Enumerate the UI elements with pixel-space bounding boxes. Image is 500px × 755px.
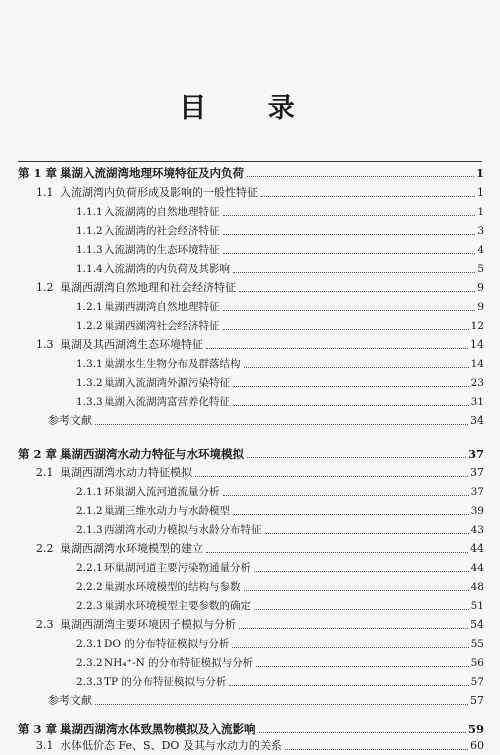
toc-entry-label: 入流湖湾的社会经济特征	[104, 225, 220, 237]
toc-entry-number: 1.2.1	[76, 301, 103, 313]
toc-entry-label: 巢湖水生生物分布及群落结构	[104, 358, 241, 370]
toc-entry-page-number: 44	[470, 562, 484, 574]
dot-leader	[232, 647, 469, 648]
toc-entry-page-number: 55	[470, 638, 484, 650]
toc-entry-number: 2.3.3	[76, 676, 103, 688]
toc-entry-number: 第 3 章	[18, 722, 58, 736]
toc-entry-page-number: 31	[470, 396, 484, 408]
toc-entry-page-number: 14	[470, 338, 484, 351]
toc-entry-label: 巢湖西湖湾社会经济特征	[104, 320, 220, 332]
toc-entry-number: 2.2.3	[76, 600, 103, 612]
toc-entry-number: 1.1.4	[76, 263, 103, 275]
toc-entry-sub[interactable]	[0, 393, 500, 411]
toc-entry-sub[interactable]	[0, 298, 500, 316]
toc-entry-ref[interactable]	[0, 412, 500, 430]
toc-entry-sub[interactable]	[0, 635, 500, 653]
toc-entry-label: 巢湖西湖湾水动力特征与水环境模拟	[60, 447, 244, 461]
toc-entry-label: 巢湖西湖湾自然地理和社会经济特征	[60, 281, 236, 294]
toc-entry-sub[interactable]	[0, 673, 500, 691]
toc-entry-page-number: 39	[470, 505, 484, 517]
dot-leader	[206, 552, 468, 553]
toc-entry-sub[interactable]	[0, 483, 500, 501]
toc-entry-chapter[interactable]	[0, 164, 500, 182]
toc-entry-label: 巢湖水环境模型的结构与参数	[104, 581, 241, 593]
toc-entry-sub[interactable]	[0, 654, 500, 672]
toc-entry-number: 2.2	[36, 542, 54, 555]
toc-entry-label: 巢湖西湖湾自然地理特征	[104, 301, 220, 313]
dot-leader	[261, 196, 475, 197]
toc-entry-sub[interactable]	[0, 222, 500, 240]
toc-entry-label: 参考文献	[48, 694, 92, 707]
toc-entry-chapter[interactable]	[0, 445, 500, 463]
dot-leader	[244, 590, 469, 591]
toc-entry-page-number: 37	[467, 447, 484, 461]
toc-entry-section[interactable]	[0, 540, 500, 558]
toc-entry-page-number: 56	[470, 657, 484, 669]
toc-entry-number: 1.1	[36, 186, 54, 199]
toc-entry-label: 入流湖湾的自然地理特征	[104, 206, 220, 218]
toc-entry-page-number: 5	[477, 263, 484, 275]
dot-leader	[223, 329, 469, 330]
toc-entry-sub[interactable]	[0, 559, 500, 577]
toc-entry-label: 巢湖西湖湾水动力特征模拟	[60, 466, 192, 479]
toc-entry-sub[interactable]	[0, 203, 500, 221]
dot-leader	[233, 386, 469, 387]
toc-entry-section[interactable]	[0, 616, 500, 634]
toc-entry-label: 入流湖湾的生态环境特征	[104, 244, 220, 256]
toc-entry-number: 2.1.2	[76, 505, 103, 517]
toc-entry-number: 第 2 章	[18, 447, 58, 461]
toc-entry-section[interactable]	[0, 279, 500, 297]
dot-leader	[247, 176, 474, 177]
toc-entry-number: 1.3.3	[76, 396, 103, 408]
toc-entry-label: 巢湖三维水动力与水龄模型	[104, 505, 230, 517]
toc-entry-label: 巢湖入流湖湾外源污染特征	[104, 377, 230, 389]
toc-entry-section[interactable]	[0, 737, 500, 755]
toc-entry-number: 2.3.2	[76, 657, 103, 669]
dot-leader	[223, 215, 475, 216]
toc-entry-label: 巢湖及其西湖湾生态环境特征	[60, 338, 203, 351]
toc-entry-sub[interactable]	[0, 374, 500, 392]
toc-entry-number: 2.2.2	[76, 581, 103, 593]
dot-leader	[195, 476, 468, 477]
toc-entry-label: NH₄⁺-N 的分布特征模拟与分析	[104, 657, 254, 669]
toc-entry-number: 2.1	[36, 466, 54, 479]
dot-leader	[239, 291, 475, 292]
toc-entry-page-number: 9	[477, 301, 484, 313]
dot-leader	[259, 732, 466, 733]
toc-entry-page-number: 12	[470, 320, 484, 332]
toc-entry-page-number: 23	[470, 377, 484, 389]
toc-entry-ref[interactable]	[0, 692, 500, 710]
toc-entry-page-number: 37	[470, 486, 484, 498]
toc-entry-label: 巢湖入流湖湾地理环境特征及内负荷	[60, 166, 244, 180]
toc-entry-number: 2.3	[36, 618, 54, 631]
toc-entry-number: 1.1.1	[76, 206, 103, 218]
toc-entry-number: 1.3.1	[76, 358, 103, 370]
toc-entry-label: 环巢湖河道主要污染物通量分析	[104, 562, 251, 574]
toc-entry-page-number: 59	[467, 722, 484, 736]
toc-entry-page-number: 4	[477, 244, 484, 256]
dot-leader	[233, 405, 469, 406]
toc-entry-section[interactable]	[0, 336, 500, 354]
toc-entry-sub[interactable]	[0, 241, 500, 259]
toc-entry-number: 1.2	[36, 281, 54, 294]
toc-entry-page-number: 9	[477, 281, 484, 294]
toc-entry-number: 1.1.3	[76, 244, 103, 256]
toc-entry-page-number: 1	[477, 206, 484, 218]
toc-entry-number: 第 1 章	[18, 166, 58, 180]
toc-entry-number: 1.1.2	[76, 225, 103, 237]
toc-entry-sub[interactable]	[0, 317, 500, 335]
toc-entry-page-number: 1	[477, 186, 484, 199]
toc-entry-label: 西湖湾水动力模拟与水龄分布特征	[104, 524, 262, 536]
toc-entry-sub[interactable]	[0, 578, 500, 596]
dot-leader	[265, 533, 469, 534]
dot-leader	[95, 704, 468, 705]
dot-leader	[223, 495, 469, 496]
toc-entry-number: 2.1.1	[76, 486, 103, 498]
toc-entry-page-number: 43	[470, 524, 484, 536]
toc-entry-label: 巢湖西湖湾水环境模型的建立	[60, 542, 203, 555]
toc-entry-page-number: 3	[477, 225, 484, 237]
dot-leader	[233, 514, 469, 515]
toc-entry-label: 入流湖湾的内负荷及其影响	[104, 263, 230, 275]
toc-entry-number: 2.3.1	[76, 638, 103, 650]
toc-entry-number: 3.1	[36, 739, 54, 752]
toc-entry-page-number: 37	[470, 466, 484, 479]
toc-entry-sub[interactable]	[0, 521, 500, 539]
toc-entry-chapter[interactable]	[0, 720, 500, 738]
toc-entry-section[interactable]	[0, 464, 500, 482]
toc-entry-number: 1.3	[36, 338, 54, 351]
toc-entry-label: 参考文献	[48, 414, 92, 427]
toc-entry-page-number: 1	[475, 166, 484, 180]
toc-entry-label: 环巢湖入流河道流量分析	[104, 486, 220, 498]
dot-leader	[256, 666, 469, 667]
toc-entry-label: TP 的分布特征模拟与分析	[104, 676, 227, 688]
toc-entry-number: 2.1.3	[76, 524, 103, 536]
toc-entry-label: DO 的分布特征模拟与分析	[104, 638, 230, 650]
toc-entry-sub[interactable]	[0, 355, 500, 373]
dot-leader	[233, 272, 475, 273]
dot-leader	[229, 685, 469, 686]
page-title: 目 录	[179, 93, 321, 124]
dot-leader	[254, 609, 469, 610]
toc-entry-page-number: 57	[470, 694, 484, 707]
toc-entry-label: 入流湖湾内负荷形成及影响的一般性特征	[60, 186, 258, 199]
toc-entry-number: 2.2.1	[76, 562, 103, 574]
toc-entry-label: 巢湖西湖湾主要环境因子模拟与分析	[60, 618, 236, 631]
dot-leader	[254, 571, 469, 572]
toc-entry-sub[interactable]	[0, 260, 500, 278]
toc-entry-label: 巢湖水环境模型主要参数的确定	[104, 600, 251, 612]
dot-leader	[244, 367, 469, 368]
toc-entry-number: 1.3.2	[76, 377, 103, 389]
toc-entry-page-number: 60	[470, 739, 484, 752]
toc-entry-page-number: 14	[470, 358, 484, 370]
toc-entry-section[interactable]	[0, 184, 500, 202]
toc-entry-label: 巢湖西湖湾水体致黑物模拟及入流影响	[60, 722, 256, 736]
dot-leader	[95, 424, 468, 425]
dot-leader	[223, 310, 475, 311]
dot-leader	[223, 234, 475, 235]
toc-entry-page-number: 51	[470, 600, 484, 612]
dot-leader	[247, 457, 466, 458]
toc-entry-label: 巢湖入流湖湾富营养化特征	[104, 396, 230, 408]
toc-entry-label: 水体低价态 Fe、S、DO 及其与水动力的关系	[60, 739, 282, 752]
toc-entry-sub[interactable]	[0, 502, 500, 520]
toc-entry-page-number: 44	[470, 542, 484, 555]
dot-leader	[206, 348, 468, 349]
toc-entry-page-number: 34	[470, 414, 484, 427]
toc-entry-page-number: 57	[470, 676, 484, 688]
toc-entry-page-number: 48	[470, 581, 484, 593]
toc-entry-number: 1.2.2	[76, 320, 103, 332]
toc-entry-sub[interactable]	[0, 597, 500, 615]
dot-leader	[239, 628, 468, 629]
dot-leader	[223, 253, 475, 254]
toc-entry-page-number: 54	[470, 618, 484, 631]
